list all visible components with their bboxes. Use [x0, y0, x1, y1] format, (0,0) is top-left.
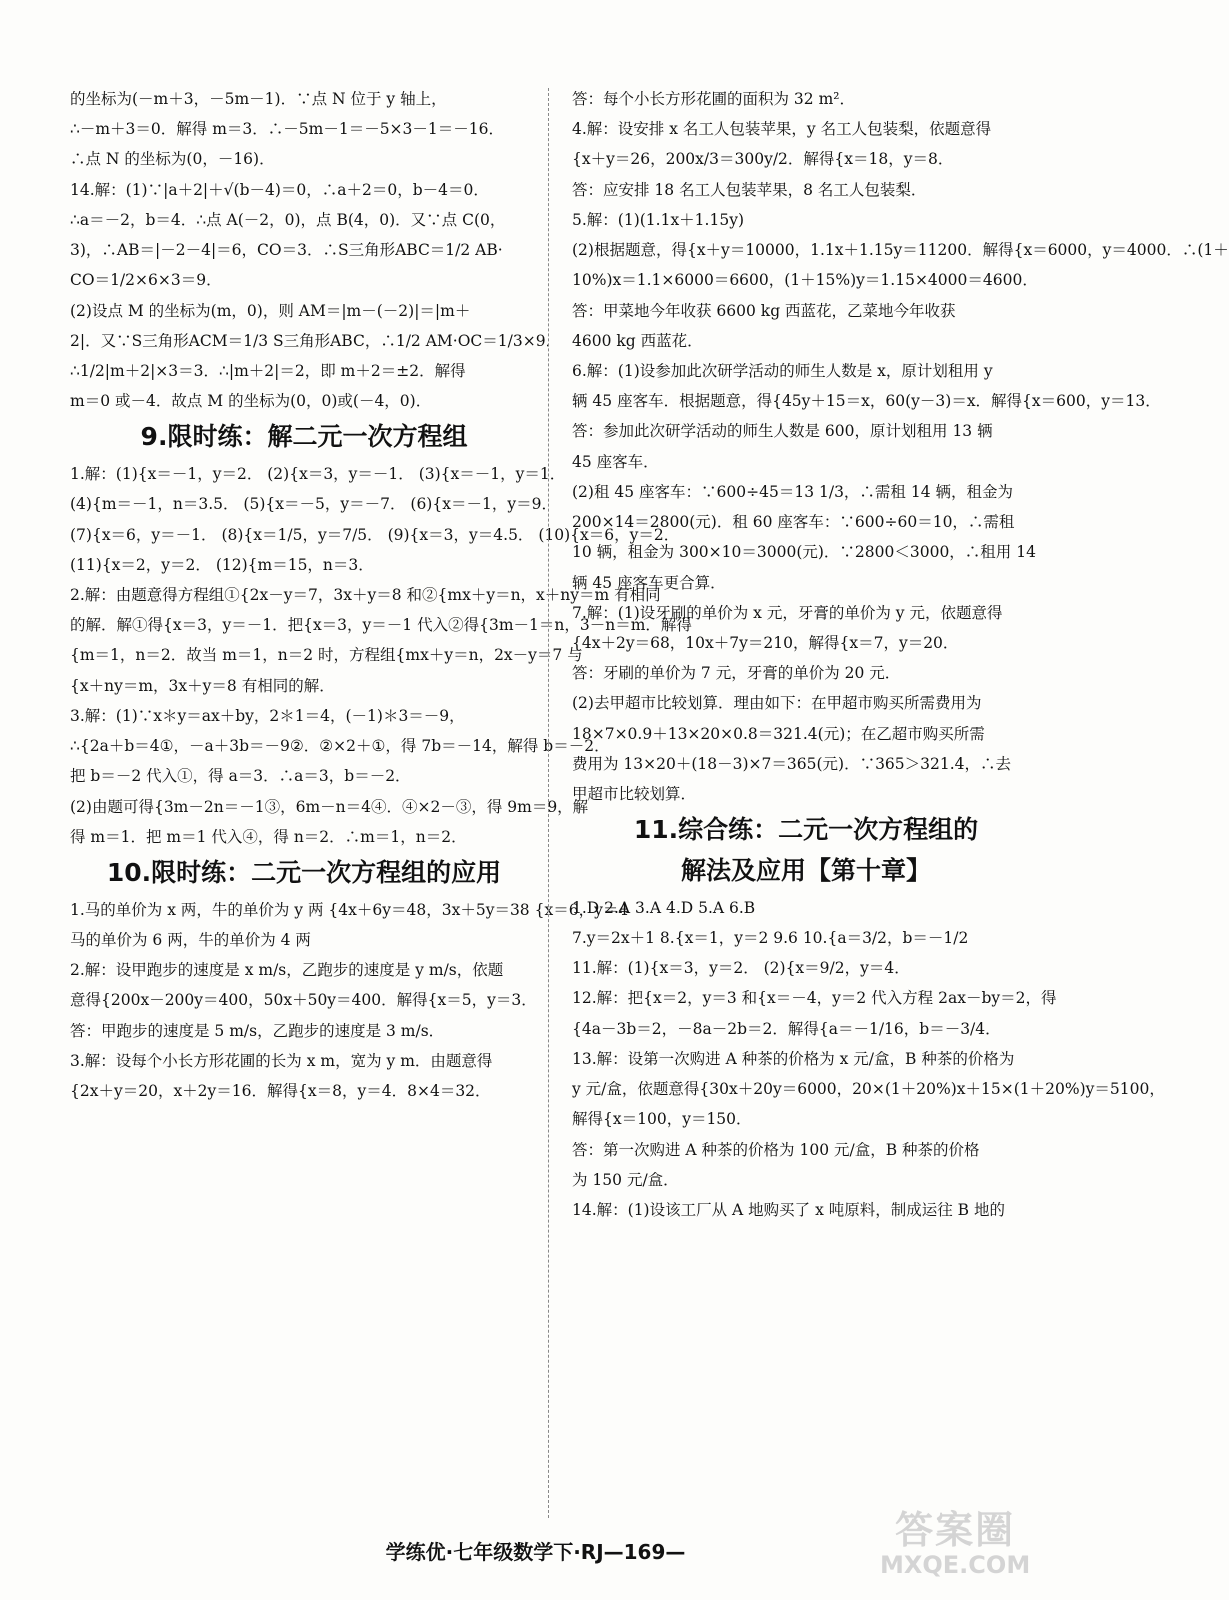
- text-line: ∴点 N 的坐标为(0，－16)．: [70, 150, 275, 169]
- text-line: CO＝1/2×6×3＝9．: [70, 271, 222, 290]
- text-line: 辆 45 座客车．根据题意，得{45y＋15＝x，60(y－3)＝x．解得{x＝600，y＝13．: [572, 392, 1161, 411]
- text-line: 解得{x＝100，y＝150．: [572, 1110, 752, 1129]
- text-line: {m＝1，n＝2．故当 m＝1，n＝2 时，方程组{mx＋y＝n，2x－y＝7 与: [70, 646, 583, 665]
- text-line: {4x＋2y＝68，10x＋7y＝210，解得{x＝7，y＝20．: [572, 633, 959, 652]
- watermark-logo-text: 答案圈: [895, 1508, 1016, 1552]
- text-line: 10%)x＝1.1×6000＝6600，(1＋15%)y＝1.15×4000＝4600．: [572, 271, 1038, 290]
- text-line: 7.解：(1)设牙刷的单价为 x 元，牙膏的单价为 y 元，依题意得: [572, 603, 1003, 622]
- text-line: (2)根据题意，得{x＋y＝10000，1.1x＋1.15y＝11200．解得{x＝6000，y＝4000．∴(1＋: [572, 241, 1229, 260]
- text-line: (2)租 45 座客车：∵600÷45＝13 1/3，∴需租 14 辆，租金为: [572, 482, 1014, 501]
- text-line: 45 座客车．: [572, 452, 659, 471]
- text-line: ∴a＝－2，b＝4．∴点 A(－2，0)，点 B(4，0)．又∵点 C(0，: [70, 210, 506, 229]
- watermark: [880, 1510, 1030, 1578]
- text-line: 马的单价为 6 两，牛的单价为 4 两: [70, 930, 311, 949]
- text-line: ∴{2a＋b＝4①，－a＋3b＝－9②．②×2＋①，得 7b＝－14，解得 b＝－2．: [70, 737, 610, 756]
- text-line: 的坐标为(－m＋3，－5m－1)．∵点 N 位于 y 轴上，: [70, 90, 447, 108]
- text-line: 3.解：(1)∵x＊y＝ax＋by，2＊1＝4，(－1)＊3＝－9，: [70, 706, 465, 725]
- column-divider: [548, 88, 549, 1518]
- text-line: 4.解：设安排 x 名工人包装苹果，y 名工人包装梨，依题意得: [572, 120, 992, 139]
- section-heading: 9.限时练：解二元一次方程组: [140, 422, 468, 452]
- text-line: (4){m＝－1，n＝3.5． (5){x＝－5，y＝－7． (6){x＝－1，y＝9．: [70, 495, 557, 514]
- section-heading: 10.限时练：二元一次方程组的应用: [106, 858, 502, 887]
- text-line: 把 b＝－2 代入①，得 a＝3．∴a＝3，b＝－2．: [70, 767, 411, 786]
- text-line: 答：第一次购进 A 种茶的价格为 100 元/盒，B 种茶的价格: [572, 1140, 980, 1159]
- text-line: 2.解：设甲跑步的速度是 x m/s，乙跑步的速度是 y m/s，依题: [70, 961, 504, 980]
- text-line: 的解．解①得{x＝3，y＝－1．把{x＝3，y＝－1 代入②得{3m－1＝n，3－n＝m．解得: [70, 616, 692, 635]
- text-line: 12.解：把{x＝2，y＝3 和{x＝－4，y＝2 代入方程 2ax－by＝2，得: [572, 989, 1057, 1008]
- text-line: 13.解：设第一次购进 A 种茶的价格为 x 元/盒，B 种茶的价格为: [572, 1049, 1015, 1068]
- text-line: 费用为 13×20＋(18－3)×7＝365(元)．∵365＞321.4，∴去: [572, 754, 1012, 773]
- text-line: 14.解：(1)设该工厂从 A 地购买了 x 吨原料，制成运往 B 地的: [572, 1200, 1005, 1219]
- text-line: 答：甲菜地今年收获 6600 kg 西蓝花，乙菜地今年收获: [572, 301, 956, 320]
- text-line: 答：甲跑步的速度是 5 m/s，乙跑步的速度是 3 m/s．: [70, 1021, 445, 1040]
- text-line: 1.马的单价为 x 两，牛的单价为 y 两 {4x＋6y＝48，3x＋5y＝38 {x＝6，y＝4: [70, 900, 629, 919]
- right-column: [572, 84, 1229, 1225]
- text-line: 6.解：(1)设参加此次研学活动的师生人数是 x，原计划租用 y: [572, 361, 993, 380]
- text-line: 200×14＝2800(元)．租 60 座客车：∵600÷60＝10，∴需租: [572, 513, 1015, 532]
- watermark-url: MXQE.COM: [880, 1550, 1031, 1579]
- text-line: 2|．又∵S三角形ACM＝1/3 S三角形ABC，∴1/2 AM·OC＝1/3×9．: [70, 331, 562, 350]
- text-line: (2)去甲超市比较划算．理由如下：在甲超市购买所需费用为: [572, 694, 982, 713]
- text-line: (11){x＝2，y＝2． (12){m＝15，n＝3．: [70, 555, 374, 574]
- text-line: 7.y＝2x＋1 8.{x＝1，y＝2 9.6 10.{a＝3/2，b＝－1/2: [572, 928, 969, 947]
- text-line: (7){x＝6，y＝－1． (8){x＝1/5，y＝7/5． (9){x＝3，y＝4.5． (10){x＝6，y＝2．: [70, 525, 680, 544]
- text-line: 为 150 元/盒．: [572, 1170, 679, 1189]
- text-line: 意得{200x－200y＝400，50x＋50y＝400．解得{x＝5，y＝3．: [70, 991, 537, 1010]
- text-line: 4600 kg 西蓝花．: [572, 331, 703, 350]
- text-line: {2x＋y＝20，x＋2y＝16．解得{x＝8，y＝4．8×4＝32．: [70, 1082, 491, 1101]
- text-line: 辆 45 座客车更合算．: [572, 573, 726, 592]
- text-line: {4a－3b＝2，－8a－2b＝2．解得{a＝－1/16，b＝－3/4．: [572, 1019, 1001, 1038]
- text-line: m＝0 或－4．故点 M 的坐标为(0，0)或(－4，0)．: [70, 392, 432, 411]
- text-line: 18×7×0.9＋13×20×0.8＝321.4(元)；在乙超市购买所需: [572, 724, 985, 743]
- text-line: (2)设点 M 的坐标为(m，0)，则 AM＝|m－(－2)|＝|m＋: [70, 301, 471, 320]
- text-line: 2.解：由题意得方程组①{2x－y＝7，3x＋y＝8 和②{mx＋y＝n，x＋ny＝m 有相同: [70, 586, 661, 605]
- text-line: 答：每个小长方形花圃的面积为 32 m²．: [572, 90, 855, 108]
- section-heading: 11.综合练：二元一次方程组的: [633, 815, 979, 845]
- text-line: 答：参加此次研学活动的师生人数是 600，原计划租用 13 辆: [572, 422, 993, 441]
- text-line: (2)由题可得{3m－2n＝－1③，6m－n＝4④．④×2－③，得 9m＝9，解: [70, 797, 589, 816]
- text-line: 答：牙刷的单价为 7 元，牙膏的单价为 20 元．: [572, 664, 901, 683]
- text-line: 10 辆，租金为 300×10＝3000(元)．∵2800＜3000，∴租用 14: [572, 543, 1036, 562]
- text-line: 3.解：设每个小长方形花圃的长为 x m，宽为 y m．由题意得: [70, 1051, 493, 1070]
- text-line: 1.解：(1){x＝－1，y＝2． (2){x＝3，y＝－1． (3){x＝－1，y＝1．: [70, 465, 566, 484]
- text-line: 11.解：(1){x＝3，y＝2． (2){x＝9/2，y＝4．: [572, 959, 910, 978]
- section-heading: 解法及应用【第十章】: [680, 856, 931, 885]
- text-line: 得 m＝1．把 m＝1 代入④，得 n＝2．∴m＝1，n＝2．: [70, 827, 467, 846]
- text-line: 3)，∴AB＝|－2－4|＝6，CO＝3．∴S三角形ABC＝1/2 AB·: [70, 241, 503, 260]
- text-line: 14.解：(1)∵|a＋2|＋√(b－4)＝0，∴a＋2＝0，b－4＝0．: [70, 180, 489, 199]
- text-line: ∴－m＋3＝0．解得 m＝3．∴－5m－1＝－5×3－1＝－16．: [70, 120, 504, 139]
- page-footer: 学练优·七年级数学下·RJ—169—: [385, 1540, 686, 1564]
- text-line: {x＋ny＝m，3x＋y＝8 有相同的解．: [70, 676, 335, 695]
- text-line: 1.D 2.A 3.A 4.D 5.A 6.B: [572, 898, 756, 917]
- text-line: ∴1/2|m＋2|×3＝3．∴|m＋2|＝2，即 m＋2＝±2．解得: [70, 361, 466, 380]
- text-line: 答：应安排 18 名工人包装苹果，8 名工人包装梨．: [572, 180, 927, 199]
- text-line: 甲超市比较划算．: [572, 785, 697, 804]
- text-line: y 元/盒，依题意得{30x＋20y＝6000，20×(1＋20%)x＋15×(1＋20%)y＝5100，: [572, 1080, 1165, 1099]
- text-line: 5.解：(1)(1.1x＋1.15y): [572, 210, 744, 229]
- text-line: {x＋y＝26，200x/3＝300y/2．解得{x＝18，y＝8．: [572, 150, 954, 169]
